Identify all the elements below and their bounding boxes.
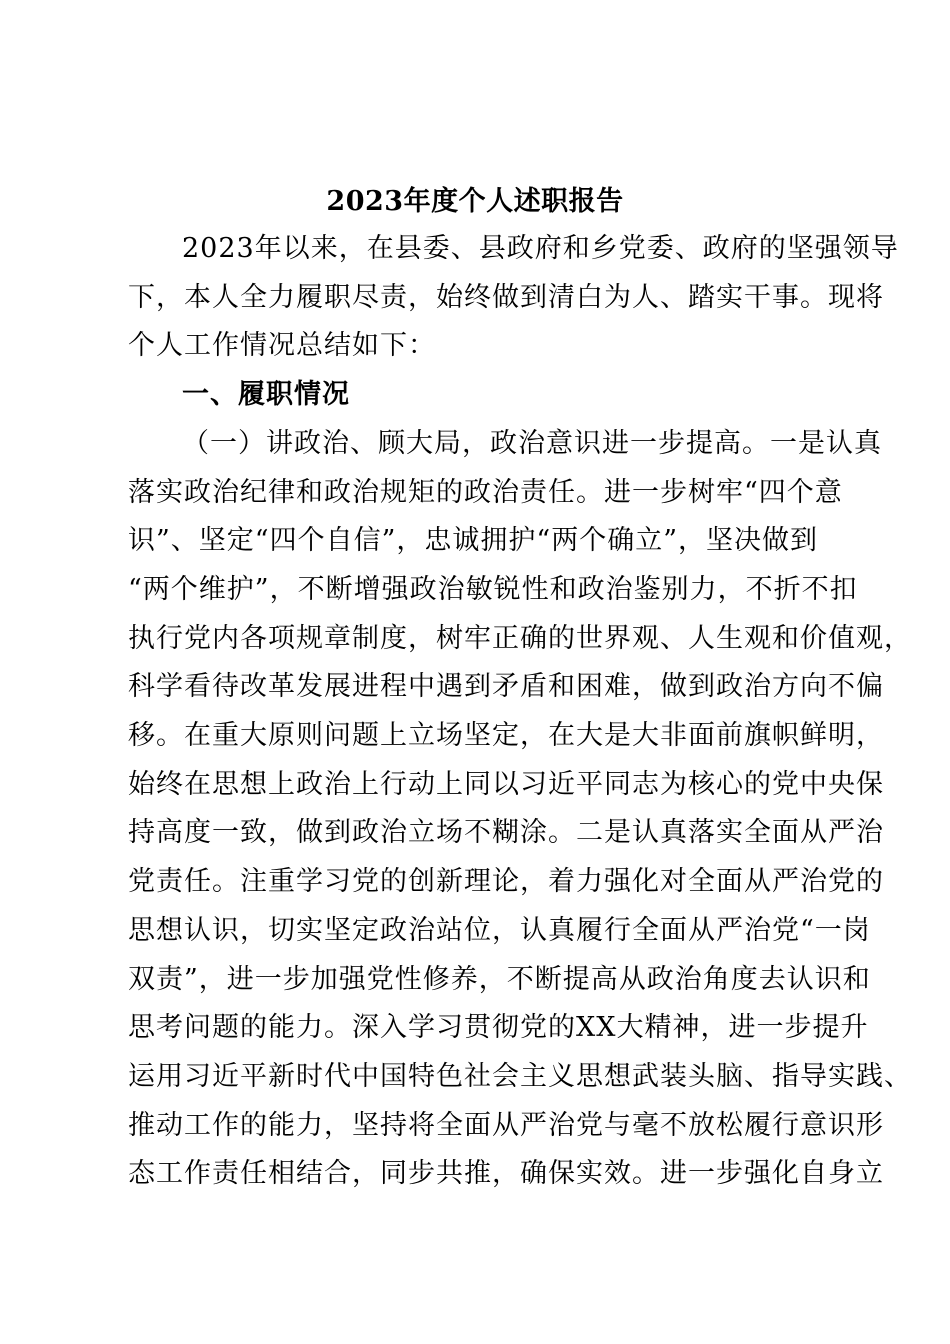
paragraph-line: 识”、坚定“四个自信”，忠诚拥护“两个确立”，坚决做到 [128, 525, 819, 557]
document-title: 2023年度个人述职报告 [326, 186, 624, 217]
paragraph-line: 双责”，进一步加强党性修养，不断提高从政治角度去认识和 [128, 963, 871, 995]
intro-line: 2023年以来，在县委、县政府和乡党委、政府的坚强领导 [182, 233, 899, 264]
paragraph-line: 移。在重大原则问题上立场坚定，在大是大非面前旗帜鲜明， [128, 720, 884, 752]
intro-line: 下，本人全力履职尽责，始终做到清白为人、踏实干事。现将 [128, 281, 884, 313]
paragraph-line: 持高度一致，做到政治立场不糊涂。二是认真落实全面从严治 [128, 817, 884, 849]
subsection-paragraph [128, 420, 912, 1199]
paragraph-line: 思想认识，切实坚定政治站位，认真履行全面从严治党“一岗 [128, 914, 871, 946]
document-body [128, 225, 912, 1199]
paragraph-line: 推动工作的能力，坚持将全面从严治党与毫不放松履行意识形 [128, 1109, 884, 1141]
intro-paragraph [128, 225, 899, 371]
paragraph-line: 运用习近平新时代中国特色社会主义思想武装头脑、指导实践、 [128, 1060, 912, 1092]
paragraph-line: 科学看待改革发展进程中遇到矛盾和困难，做到政治方向不偏 [128, 671, 884, 703]
intro-line: 个人工作情况总结如下： [128, 330, 436, 362]
paragraph-line: 落实政治纪律和政治规矩的政治责任。进一步树牢“四个意 [128, 476, 843, 508]
paragraph-line: （一）讲政治、顾大局，政治意识进一步提高。一是认真 [182, 427, 882, 459]
paragraph-line: 思考问题的能力。深入学习贯彻党的XX大精神，进一步提升 [128, 1012, 869, 1044]
paragraph-line: 党责任。注重学习党的创新理论，着力强化对全面从严治党的 [128, 866, 884, 898]
section-heading: 一、履职情况 [182, 379, 350, 411]
paragraph-line: 始终在思想上政治上行动上同以习近平同志为核心的党中央保 [128, 768, 884, 800]
paragraph-line: “两个维护”，不断增强政治敏锐性和政治鉴别力，不折不扣 [128, 573, 858, 605]
paragraph-line: 执行党内各项规章制度，树牢正确的世界观、人生观和价值观， [128, 622, 912, 654]
paragraph-line: 态工作责任相结合，同步共推，确保实效。进一步强化自身立 [128, 1158, 884, 1190]
